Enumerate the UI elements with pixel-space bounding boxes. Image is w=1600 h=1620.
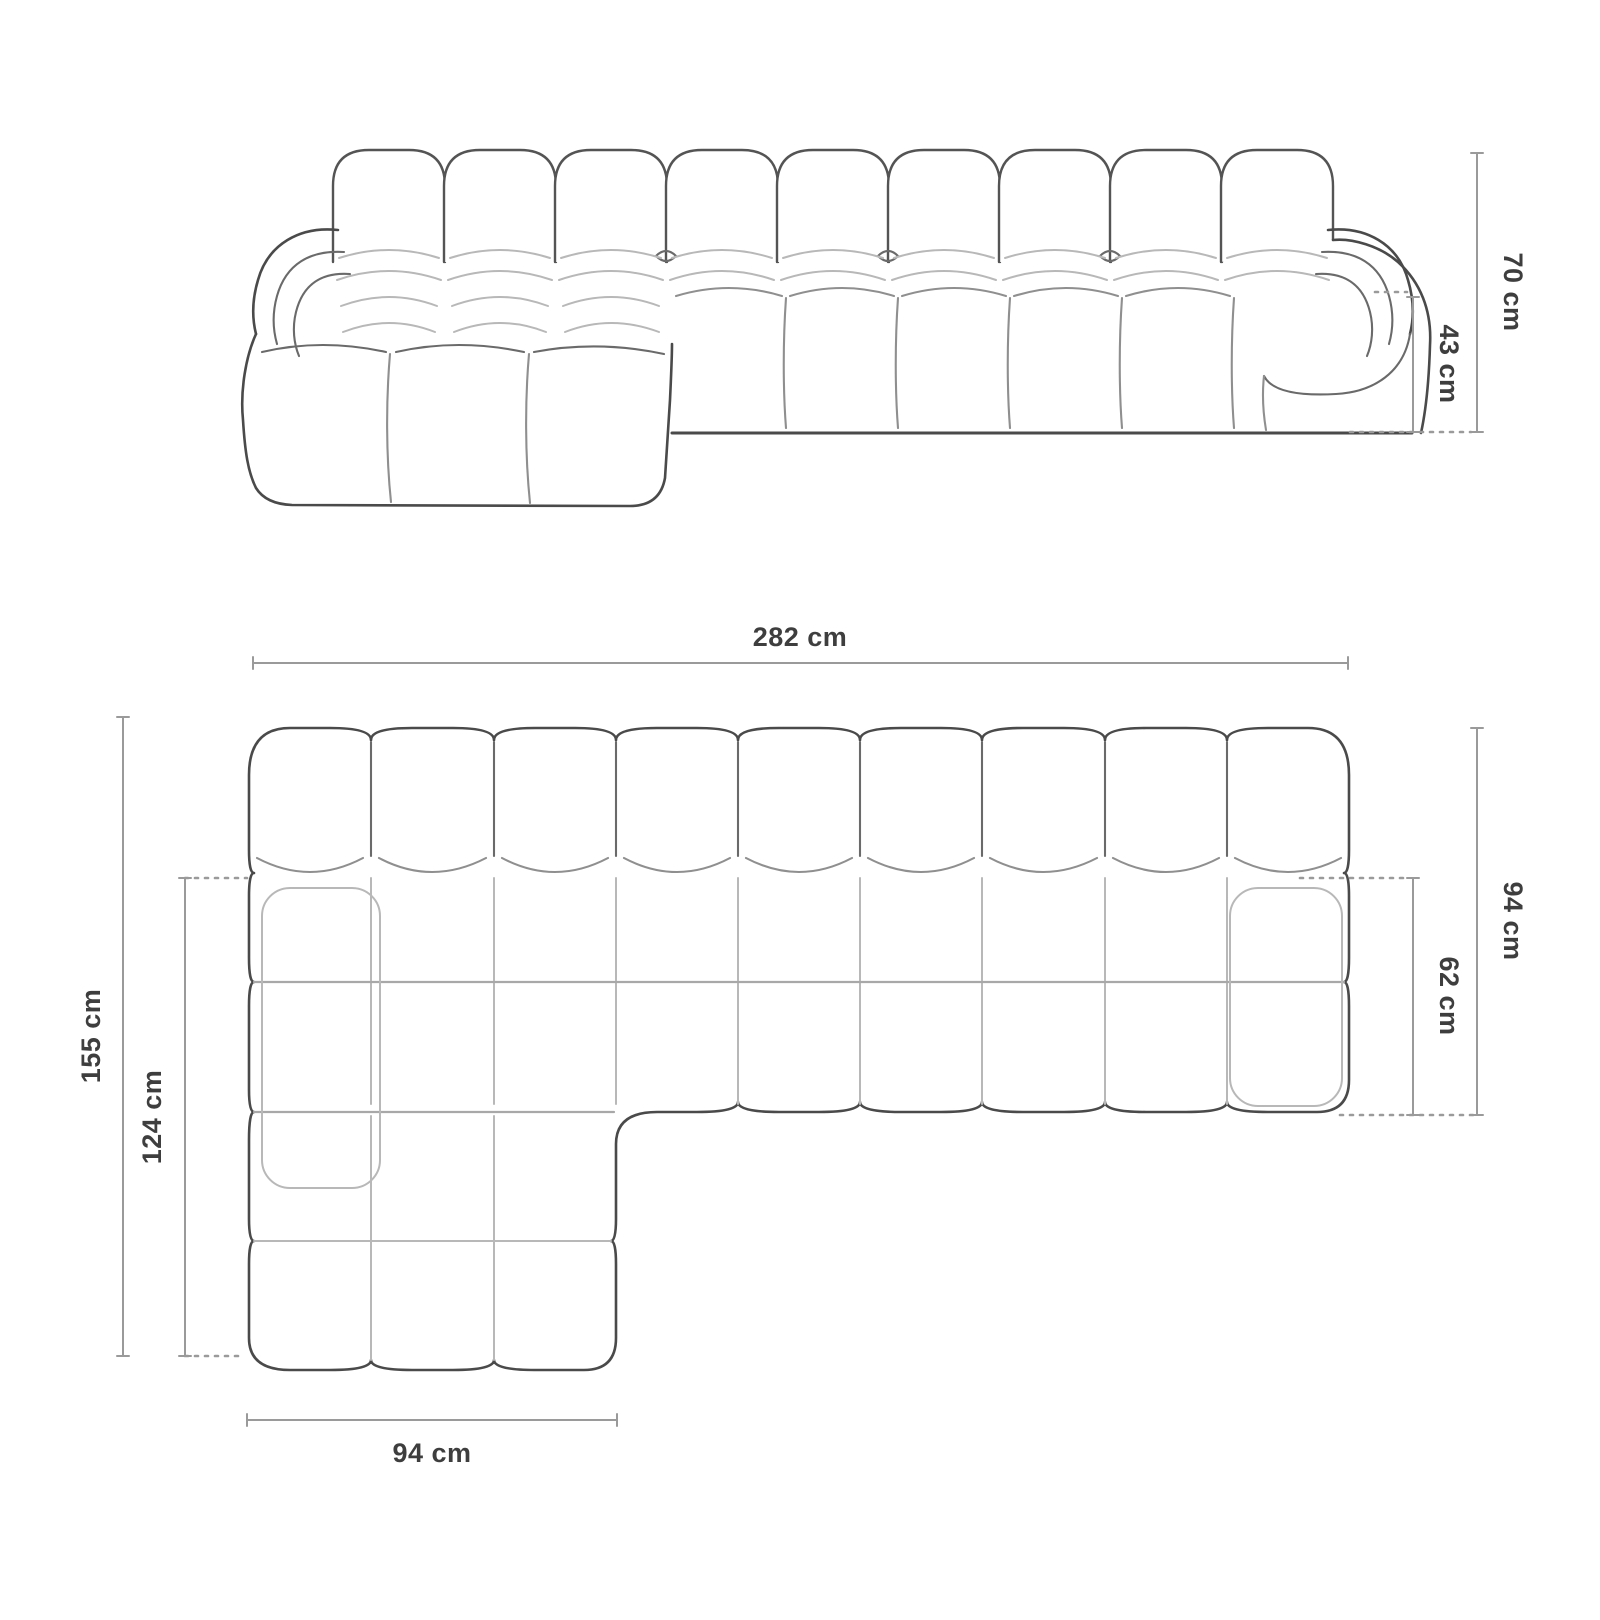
seat-cushion-top: [902, 288, 1006, 296]
seat-cushion-top: [790, 288, 894, 296]
dim-label-seat-height: 43 cm: [1434, 324, 1464, 404]
seat-top-seams: [337, 250, 1329, 332]
dim-label-chaise-total-length: 155 cm: [76, 988, 106, 1084]
back-cushion: [1221, 150, 1333, 262]
back-cushion: [555, 150, 667, 262]
back-cushion: [777, 150, 889, 262]
front-seat-cushions: [672, 288, 1412, 433]
seat-cushion-top: [1126, 288, 1230, 296]
right-arm: [1263, 229, 1430, 433]
back-cushion: [999, 150, 1111, 262]
right-arm-pad-drop: [1263, 376, 1266, 430]
right-arm-pad-edge: [1264, 334, 1410, 394]
back-cushions: [333, 150, 1333, 262]
dim-label-total-width: 282 cm: [752, 622, 848, 652]
seat-cushion-seam: [896, 298, 898, 428]
seat-cushion-top: [676, 288, 782, 296]
dim-chaise-total-length: [76, 717, 129, 1356]
seat-cushion-seam: [1120, 298, 1122, 428]
dim-total-width: [253, 622, 1348, 669]
back-cushion: [444, 150, 556, 262]
front-elevation-view: [242, 150, 1430, 506]
dim-label-seat-depth: 62 cm: [1434, 956, 1464, 1036]
back-cushion: [333, 150, 445, 262]
dim-total-height: [1471, 153, 1528, 432]
back-cushion: [888, 150, 1000, 262]
back-cushion: [666, 150, 778, 262]
right-arm-outline: [1333, 240, 1430, 433]
chaise-outline: [242, 334, 672, 506]
right-arm-arc-inner: [1316, 274, 1372, 356]
seat-cushion-seam: [1008, 298, 1010, 428]
dim-chaise-inner-length: [137, 878, 191, 1356]
dim-chaise-width: [247, 1414, 617, 1468]
dim-label-chaise-width: 94 cm: [392, 1438, 472, 1468]
dim-label-chaise-inner-length: 124 cm: [137, 1069, 167, 1165]
dim-label-total-depth: 94 cm: [1498, 881, 1528, 961]
seat-cushion-top: [1014, 288, 1118, 296]
left-arm-arc-mid: [274, 252, 344, 344]
seat-cushion-seam: [1232, 298, 1234, 428]
dim-seat-height: [1407, 297, 1464, 432]
plan-outline: [249, 728, 1349, 1370]
back-cushion: [1110, 150, 1222, 262]
right-arm-arc-mid: [1322, 252, 1392, 344]
dim-total-depth: [1471, 728, 1528, 1115]
dim-label-total-height: 70 cm: [1498, 252, 1528, 332]
top-plan-view: [249, 728, 1349, 1370]
dim-seat-depth: [1407, 878, 1464, 1115]
seat-cushion-seam: [784, 298, 786, 428]
